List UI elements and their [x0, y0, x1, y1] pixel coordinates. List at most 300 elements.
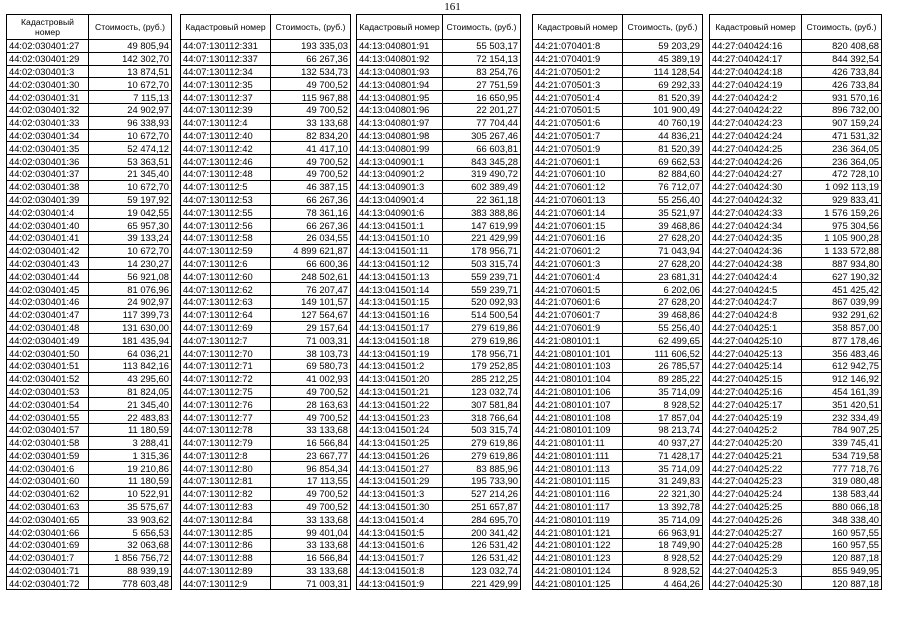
cadastral-number-cell: 44:13:040801:98 [357, 129, 443, 142]
cadastral-number-cell: 44:21:070501:5 [533, 103, 623, 116]
cadastral-number-cell: 44:07:130112:62 [181, 283, 271, 296]
table-row [710, 142, 882, 155]
cadastral-number-cell: 44:07:130112:75 [181, 385, 271, 398]
cadastral-number-cell: 44:27:040425:3 [710, 564, 802, 577]
cadastral-number-cell: 44:07:130112:80 [181, 462, 271, 475]
cadastral-number-cell: 44:13:041501:2 [357, 359, 443, 372]
cost-cell: 17 113,55 [271, 475, 351, 488]
cadastral-number-cell: 44:13:041501:12 [357, 257, 443, 270]
cost-cell: 82 834,20 [271, 129, 351, 142]
table-row [710, 539, 882, 552]
table-row [181, 283, 351, 296]
cost-cell: 232 334,49 [802, 411, 882, 424]
cost-cell: 627 190,32 [802, 270, 882, 283]
cost-cell: 38 103,73 [271, 347, 351, 360]
cost-cell: 66 267,36 [271, 52, 351, 65]
cost-cell: 279 619,86 [443, 321, 521, 334]
table-row [533, 398, 703, 411]
cadastral-number-cell: 44:02:030401:7 [7, 551, 89, 564]
table-row [181, 500, 351, 513]
cadastral-number-cell: 44:02:030401:54 [7, 398, 89, 411]
cadastral-number-cell: 44:21:080101:11 [533, 436, 623, 449]
cost-cell: 7 115,13 [89, 91, 172, 104]
cadastral-number-cell: 44:27:040425:27 [710, 526, 802, 539]
cost-cell: 178 956,71 [443, 244, 521, 257]
cadastral-number-cell: 44:07:130112:72 [181, 372, 271, 385]
cost-cell: 98 213,74 [623, 423, 703, 436]
cadastral-table-5 [709, 14, 882, 590]
cost-cell: 426 733,84 [802, 65, 882, 78]
cadastral-number-cell: 44:27:040424:2 [710, 91, 802, 104]
cost-cell: 35 714,09 [623, 513, 703, 526]
table-row [710, 270, 882, 283]
table-row [357, 359, 521, 372]
cost-cell: 41 417,10 [271, 142, 351, 155]
cadastral-number-cell: 44:21:070601:13 [533, 193, 623, 206]
cadastral-number-cell: 44:02:030401:57 [7, 423, 89, 436]
cost-cell: 514 500,54 [443, 308, 521, 321]
cadastral-number-cell: 44:02:030401:40 [7, 219, 89, 232]
cost-cell: 66 963,91 [623, 526, 703, 539]
cadastral-number-cell: 44:27:040424:23 [710, 116, 802, 129]
cadastral-number-cell: 44:02:030401:31 [7, 91, 89, 104]
cost-cell: 127 564,67 [271, 308, 351, 321]
cadastral-number-cell: 44:02:030401:66 [7, 526, 89, 539]
table-row [710, 372, 882, 385]
cadastral-number-cell: 44:27:040424:27 [710, 167, 802, 180]
cost-cell: 101 900,49 [623, 103, 703, 116]
table-row [357, 334, 521, 347]
cadastral-number-cell: 44:07:130112:76 [181, 398, 271, 411]
cost-cell: 559 239,71 [443, 283, 521, 296]
cadastral-number-cell: 44:13:040801:94 [357, 78, 443, 91]
cost-cell: 10 522,91 [89, 487, 172, 500]
table-row [533, 167, 703, 180]
table-row [533, 372, 703, 385]
cost-cell: 10 672,70 [89, 129, 172, 142]
table-row [710, 359, 882, 372]
cost-cell: 351 420,51 [802, 398, 882, 411]
cadastral-number-cell: 44:07:130112:9 [181, 577, 271, 590]
cadastral-number-cell: 44:13:041501:30 [357, 500, 443, 513]
cadastral-number-cell: 44:13:041501:27 [357, 462, 443, 475]
table-row [7, 385, 172, 398]
cadastral-number-cell: 44:13:041501:17 [357, 321, 443, 334]
cadastral-number-cell: 44:13:041501:1 [357, 219, 443, 232]
cadastral-number-cell: 44:27:040425:20 [710, 436, 802, 449]
cadastral-table-2 [180, 14, 351, 590]
table-row [533, 513, 703, 526]
cadastral-number-cell: 44:13:040801:93 [357, 65, 443, 78]
table-row [357, 500, 521, 513]
table-row [7, 103, 172, 116]
cost-cell: 81 824,05 [89, 385, 172, 398]
cadastral-number-cell: 44:21:080101:119 [533, 513, 623, 526]
cadastral-number-cell: 44:21:070501:9 [533, 142, 623, 155]
cadastral-number-cell: 44:02:030401:65 [7, 513, 89, 526]
table-row [357, 270, 521, 283]
table-row [357, 142, 521, 155]
table-row [7, 244, 172, 257]
header-cost: Стоимость, (руб.) [271, 15, 351, 40]
table-row [357, 398, 521, 411]
table-row [710, 321, 882, 334]
cadastral-number-cell: 44:07:130112:4 [181, 116, 271, 129]
cost-cell: 27 751,59 [443, 78, 521, 91]
table-row [7, 321, 172, 334]
cadastral-number-cell: 44:21:070601:16 [533, 231, 623, 244]
cost-cell: 160 957,55 [802, 539, 882, 552]
table-row [710, 283, 882, 296]
table-row [7, 577, 172, 590]
table-row [181, 180, 351, 193]
header-cadastral: Кадастровый номер [710, 15, 802, 40]
cost-cell: 348 338,40 [802, 513, 882, 526]
cadastral-number-cell: 44:27:040425:23 [710, 475, 802, 488]
table-row [7, 436, 172, 449]
cadastral-number-cell: 44:21:080101:103 [533, 359, 623, 372]
table-row [181, 564, 351, 577]
cost-cell: 27 628,20 [623, 231, 703, 244]
cost-cell: 81 076,96 [89, 283, 172, 296]
cadastral-number-cell: 44:21:080101:125 [533, 577, 623, 590]
cost-cell: 284 695,70 [443, 513, 521, 526]
cost-cell: 117 399,73 [89, 308, 172, 321]
cost-cell: 71 003,31 [271, 577, 351, 590]
table-row [7, 129, 172, 142]
cadastral-number-cell: 44:07:130112:5 [181, 180, 271, 193]
cost-cell: 55 256,40 [623, 321, 703, 334]
cost-cell: 5 656,53 [89, 526, 172, 539]
cost-cell: 28 163,63 [271, 398, 351, 411]
table-row [357, 231, 521, 244]
cost-cell: 339 745,41 [802, 436, 882, 449]
table-row [181, 155, 351, 168]
cost-cell: 279 619,86 [443, 449, 521, 462]
cost-cell: 16 566,84 [271, 436, 351, 449]
cost-cell: 49 700,52 [271, 167, 351, 180]
cadastral-number-cell: 44:07:130112:42 [181, 142, 271, 155]
table-row [710, 116, 882, 129]
cost-cell: 88 939,19 [89, 564, 172, 577]
table-row [710, 78, 882, 91]
cadastral-number-cell: 44:21:080101:109 [533, 423, 623, 436]
cadastral-number-cell: 44:13:040901:1 [357, 155, 443, 168]
cost-cell: 932 291,62 [802, 308, 882, 321]
cost-cell: 454 161,39 [802, 385, 882, 398]
table-row [357, 180, 521, 193]
cost-cell: 31 249,83 [623, 475, 703, 488]
cost-cell: 114 128,54 [623, 65, 703, 78]
table-row [7, 347, 172, 360]
cadastral-number-cell: 44:21:070401:9 [533, 52, 623, 65]
cadastral-number-cell: 44:13:041501:3 [357, 487, 443, 500]
cost-cell: 96 854,34 [271, 462, 351, 475]
table-row [357, 65, 521, 78]
cadastral-number-cell: 44:07:130112:59 [181, 244, 271, 257]
table-row [7, 372, 172, 385]
table-row [533, 155, 703, 168]
cost-cell: 76 207,47 [271, 283, 351, 296]
cadastral-number-cell: 44:07:130112:58 [181, 231, 271, 244]
cadastral-number-cell: 44:27:040424:16 [710, 40, 802, 53]
cost-cell: 49 700,52 [271, 487, 351, 500]
cost-cell: 52 474,12 [89, 142, 172, 155]
cadastral-number-cell: 44:21:070501:2 [533, 65, 623, 78]
table-row [533, 334, 703, 347]
cost-cell: 3 288,41 [89, 436, 172, 449]
cadastral-number-cell: 44:27:040425:21 [710, 449, 802, 462]
table-row [357, 103, 521, 116]
table-row [181, 78, 351, 91]
table-row [7, 231, 172, 244]
table-row [181, 193, 351, 206]
cadastral-number-cell: 44:21:080101:106 [533, 385, 623, 398]
table-row [181, 308, 351, 321]
cost-cell: 39 468,86 [623, 219, 703, 232]
table-row [7, 308, 172, 321]
cadastral-number-cell: 44:27:040425:22 [710, 462, 802, 475]
table-row [533, 142, 703, 155]
cost-cell: 59 203,29 [623, 40, 703, 53]
cost-cell: 912 146,92 [802, 372, 882, 385]
table-row [357, 449, 521, 462]
table-row [357, 551, 521, 564]
cadastral-number-cell: 44:07:130112:64 [181, 308, 271, 321]
table-row [181, 219, 351, 232]
table-row [357, 564, 521, 577]
cadastral-number-cell: 44:27:040425:2 [710, 423, 802, 436]
cadastral-number-cell: 44:13:041501:4 [357, 513, 443, 526]
table-row [533, 487, 703, 500]
cadastral-number-cell: 44:07:130112:8 [181, 449, 271, 462]
cost-cell: 520 092,93 [443, 295, 521, 308]
cost-cell: 123 032,74 [443, 564, 521, 577]
table-row [181, 334, 351, 347]
cadastral-number-cell: 44:07:130112:71 [181, 359, 271, 372]
cost-cell: 33 133,68 [271, 513, 351, 526]
table-row [357, 577, 521, 590]
cost-cell: 66 603,81 [443, 142, 521, 155]
table-row [181, 385, 351, 398]
table-row [357, 526, 521, 539]
cost-cell: 426 733,84 [802, 78, 882, 91]
cadastral-number-cell: 44:07:130112:53 [181, 193, 271, 206]
table-row [710, 52, 882, 65]
table-row [533, 308, 703, 321]
cadastral-number-cell: 44:21:070601:3 [533, 257, 623, 270]
table-row [357, 219, 521, 232]
cadastral-number-cell: 44:07:130112:78 [181, 423, 271, 436]
cost-cell: 221 429,99 [443, 577, 521, 590]
table-row [181, 231, 351, 244]
table-row [7, 295, 172, 308]
cost-cell: 24 902,97 [89, 295, 172, 308]
cost-cell: 26 034,55 [271, 231, 351, 244]
cost-cell: 96 338,93 [89, 116, 172, 129]
cadastral-number-cell: 44:02:030401:27 [7, 40, 89, 53]
cost-cell: 777 718,76 [802, 462, 882, 475]
cadastral-number-cell: 44:21:070601:7 [533, 308, 623, 321]
table-row [181, 206, 351, 219]
table-row [357, 52, 521, 65]
cost-cell: 907 159,24 [802, 116, 882, 129]
cost-cell: 383 388,86 [443, 206, 521, 219]
cadastral-number-cell: 44:21:070401:8 [533, 40, 623, 53]
table-row [357, 372, 521, 385]
cadastral-number-cell: 44:21:080101:1 [533, 334, 623, 347]
cost-cell: 49 700,52 [271, 103, 351, 116]
table-row [357, 423, 521, 436]
table-row [533, 193, 703, 206]
cost-cell: 69 580,73 [271, 359, 351, 372]
cadastral-number-cell: 44:27:040424:32 [710, 193, 802, 206]
cost-cell: 71 428,17 [623, 449, 703, 462]
cadastral-number-cell: 44:27:040425:17 [710, 398, 802, 411]
table-row [710, 219, 882, 232]
cost-cell: 111 606,52 [623, 347, 703, 360]
table-row [710, 385, 882, 398]
cadastral-number-cell: 44:13:040801:96 [357, 103, 443, 116]
table-row [533, 462, 703, 475]
cadastral-number-cell: 44:07:130112:69 [181, 321, 271, 334]
table-row [181, 475, 351, 488]
cost-cell: 880 066,18 [802, 500, 882, 513]
cost-cell: 123 032,74 [443, 385, 521, 398]
table-row [7, 513, 172, 526]
cadastral-number-cell: 44:21:070501:6 [533, 116, 623, 129]
cadastral-number-cell: 44:27:040424:25 [710, 142, 802, 155]
table-row [533, 385, 703, 398]
cost-cell: 53 363,51 [89, 155, 172, 168]
cadastral-number-cell: 44:02:030401:48 [7, 321, 89, 334]
cadastral-number-cell: 44:21:070601:9 [533, 321, 623, 334]
cost-cell: 221 429,99 [443, 231, 521, 244]
cost-cell: 17 857,04 [623, 411, 703, 424]
cadastral-number-cell: 44:27:040424:17 [710, 52, 802, 65]
cadastral-number-cell: 44:21:080101:111 [533, 449, 623, 462]
header-cadastral: Кадастровый номер [357, 15, 443, 40]
cost-cell: 931 570,16 [802, 91, 882, 104]
cost-cell: 179 252,85 [443, 359, 521, 372]
cadastral-number-cell: 44:21:070601:5 [533, 283, 623, 296]
cost-cell: 49 700,52 [271, 385, 351, 398]
cost-cell: 76 712,07 [623, 180, 703, 193]
table-row [181, 398, 351, 411]
cadastral-number-cell: 44:27:040425:28 [710, 539, 802, 552]
table-row [181, 551, 351, 564]
cadastral-number-cell: 44:07:130112:55 [181, 206, 271, 219]
cost-cell: 285 212,25 [443, 372, 521, 385]
cost-cell: 64 036,21 [89, 347, 172, 360]
cost-cell: 23 667,77 [271, 449, 351, 462]
table-row [7, 91, 172, 104]
cadastral-number-cell: 44:21:080101:121 [533, 526, 623, 539]
table-row [7, 40, 172, 53]
table-row [710, 462, 882, 475]
cost-cell: 784 907,25 [802, 423, 882, 436]
cost-cell: 55 503,17 [443, 40, 521, 53]
table-row [533, 321, 703, 334]
cadastral-number-cell: 44:27:040424:4 [710, 270, 802, 283]
table-row [533, 475, 703, 488]
cadastral-number-cell: 44:02:030401:38 [7, 180, 89, 193]
cost-cell: 66 600,36 [271, 257, 351, 270]
table-row [181, 539, 351, 552]
cost-cell: 45 389,19 [623, 52, 703, 65]
cost-cell: 131 630,00 [89, 321, 172, 334]
cost-cell: 307 581,84 [443, 398, 521, 411]
cost-cell: 16 566,84 [271, 551, 351, 564]
cadastral-number-cell: 44:07:130112:89 [181, 564, 271, 577]
cadastral-number-cell: 44:13:041501:18 [357, 334, 443, 347]
cadastral-number-cell: 44:13:041501:19 [357, 347, 443, 360]
cadastral-number-cell: 44:07:130112:88 [181, 551, 271, 564]
cadastral-number-cell: 44:02:030401:71 [7, 564, 89, 577]
cost-cell: 40 937,27 [623, 436, 703, 449]
table-row [710, 423, 882, 436]
cadastral-number-cell: 44:02:030401:34 [7, 129, 89, 142]
cost-cell: 929 833,41 [802, 193, 882, 206]
table-row [710, 103, 882, 116]
cadastral-number-cell: 44:13:041501:21 [357, 385, 443, 398]
cadastral-number-cell: 44:27:040424:5 [710, 283, 802, 296]
table-row [710, 475, 882, 488]
table-row [533, 180, 703, 193]
table-row [7, 359, 172, 372]
cost-cell: 81 520,39 [623, 91, 703, 104]
table-row [357, 257, 521, 270]
cadastral-number-cell: 44:07:130112:77 [181, 411, 271, 424]
cost-cell: 35 714,09 [623, 385, 703, 398]
cost-cell: 1 092 113,19 [802, 180, 882, 193]
cost-cell: 120 887,18 [802, 551, 882, 564]
table-row [357, 283, 521, 296]
cadastral-number-cell: 44:02:030401:52 [7, 372, 89, 385]
table-row [7, 116, 172, 129]
table-row [533, 295, 703, 308]
table-row [533, 244, 703, 257]
cadastral-number-cell: 44:27:040424:26 [710, 155, 802, 168]
cost-cell: 69 662,53 [623, 155, 703, 168]
cost-cell: 4 899 621,87 [271, 244, 351, 257]
cost-cell: 1 856 756,72 [89, 551, 172, 564]
table-row [181, 142, 351, 155]
cost-cell: 22 361,18 [443, 193, 521, 206]
table-row [7, 65, 172, 78]
cost-cell: 147 619,99 [443, 219, 521, 232]
cost-cell: 778 603,48 [89, 577, 172, 590]
cost-cell: 55 256,40 [623, 193, 703, 206]
cadastral-number-cell: 44:27:040424:8 [710, 308, 802, 321]
cost-cell: 126 531,42 [443, 551, 521, 564]
table-row [181, 257, 351, 270]
cadastral-table-3 [356, 14, 521, 590]
cost-cell: 19 210,86 [89, 462, 172, 475]
cadastral-number-cell: 44:21:070601:4 [533, 270, 623, 283]
cadastral-number-cell: 44:21:070601:2 [533, 244, 623, 257]
cost-cell: 356 483,46 [802, 347, 882, 360]
table-row [533, 564, 703, 577]
cost-cell: 120 887,18 [802, 577, 882, 590]
table-row [533, 539, 703, 552]
cadastral-number-cell: 44:07:130112:63 [181, 295, 271, 308]
table-row [7, 475, 172, 488]
table-row [181, 40, 351, 53]
cost-cell: 319 080,48 [802, 475, 882, 488]
cost-cell: 843 345,28 [443, 155, 521, 168]
cost-cell: 451 425,42 [802, 283, 882, 296]
